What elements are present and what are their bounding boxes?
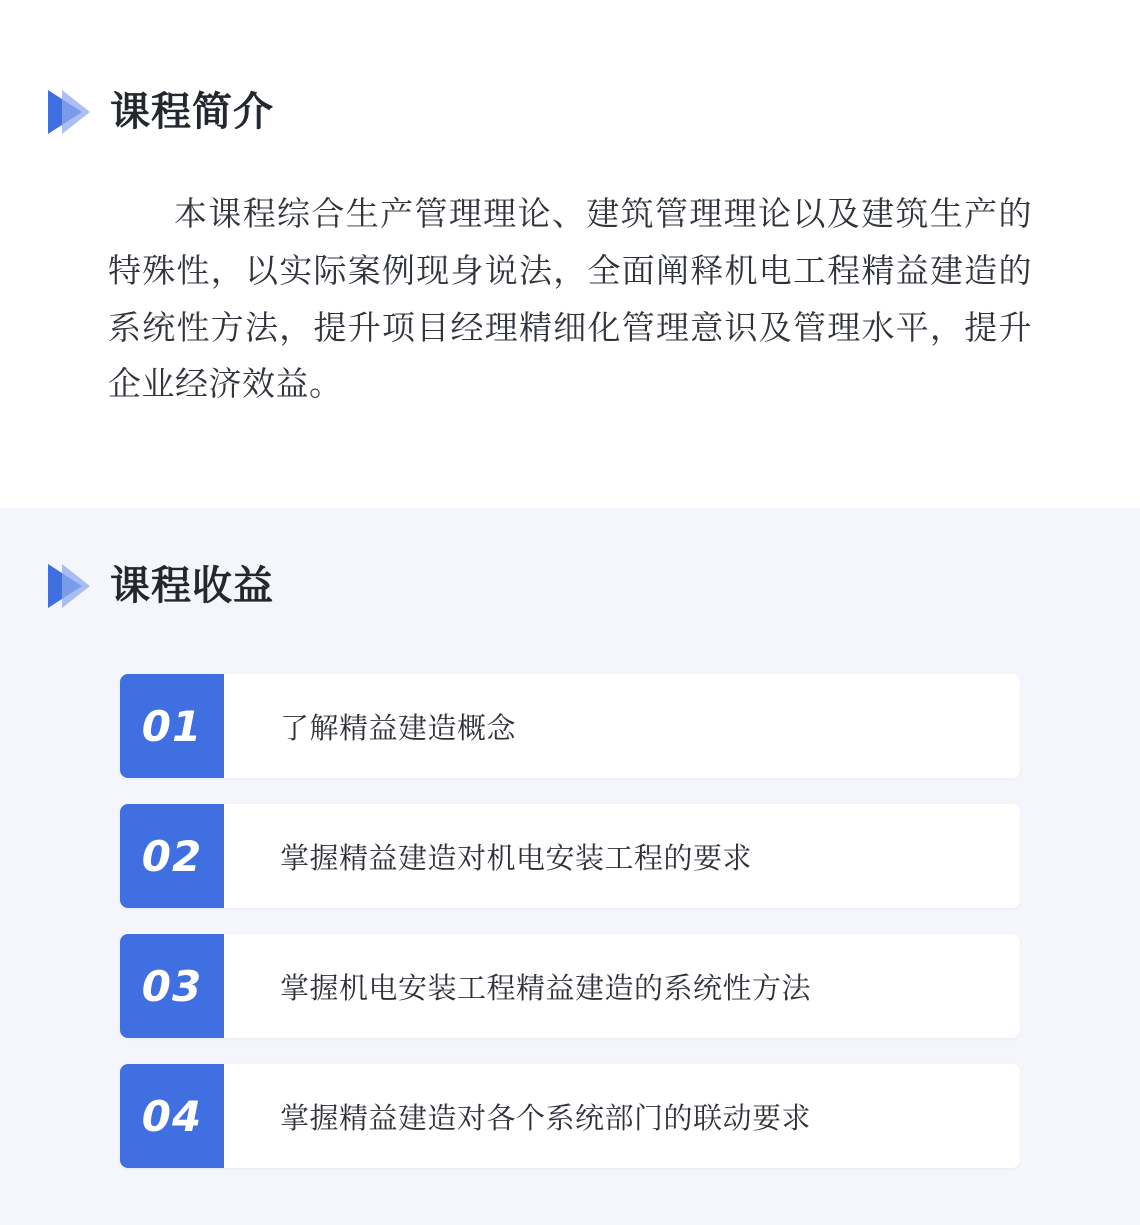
- page-title: 课程简介: [110, 90, 274, 134]
- benefit-number: 01: [120, 674, 224, 778]
- intro-paragraph: 本课程综合生产管理理论、建筑管理理论以及建筑生产的特殊性，以实际案例现身说法，全面阐释机电工程精益建造的系统性方法，提升项目经理精细化管理意识及管理水平，提升企业经济效益。: [108, 195, 1032, 403]
- list-item: [120, 674, 1020, 778]
- list-item: [120, 804, 1020, 908]
- benefit-label: 掌握精益建造对机电安装工程的要求: [280, 842, 753, 875]
- benefit-label: 掌握机电安装工程精益建造的系统性方法: [280, 972, 812, 1005]
- section-course-benefit: [0, 508, 1140, 1225]
- benefit-section-title: 课程收益: [110, 564, 274, 608]
- benefit-heading: [0, 508, 1140, 612]
- section-course-intro: [0, 0, 1140, 508]
- benefit-label: 掌握精益建造对各个系统部门的联动要求: [280, 1102, 812, 1135]
- benefit-number: 02: [120, 804, 224, 908]
- benefit-list: [120, 674, 1020, 1168]
- list-item: [120, 1064, 1020, 1168]
- play-triangle-icon: [46, 86, 90, 138]
- intro-heading: [0, 0, 1140, 138]
- list-item: [120, 934, 1020, 1038]
- benefit-number: 04: [120, 1064, 224, 1168]
- benefit-label: 了解精益建造概念: [280, 712, 517, 745]
- benefit-number: 03: [120, 934, 224, 1038]
- play-triangle-icon: [46, 560, 90, 612]
